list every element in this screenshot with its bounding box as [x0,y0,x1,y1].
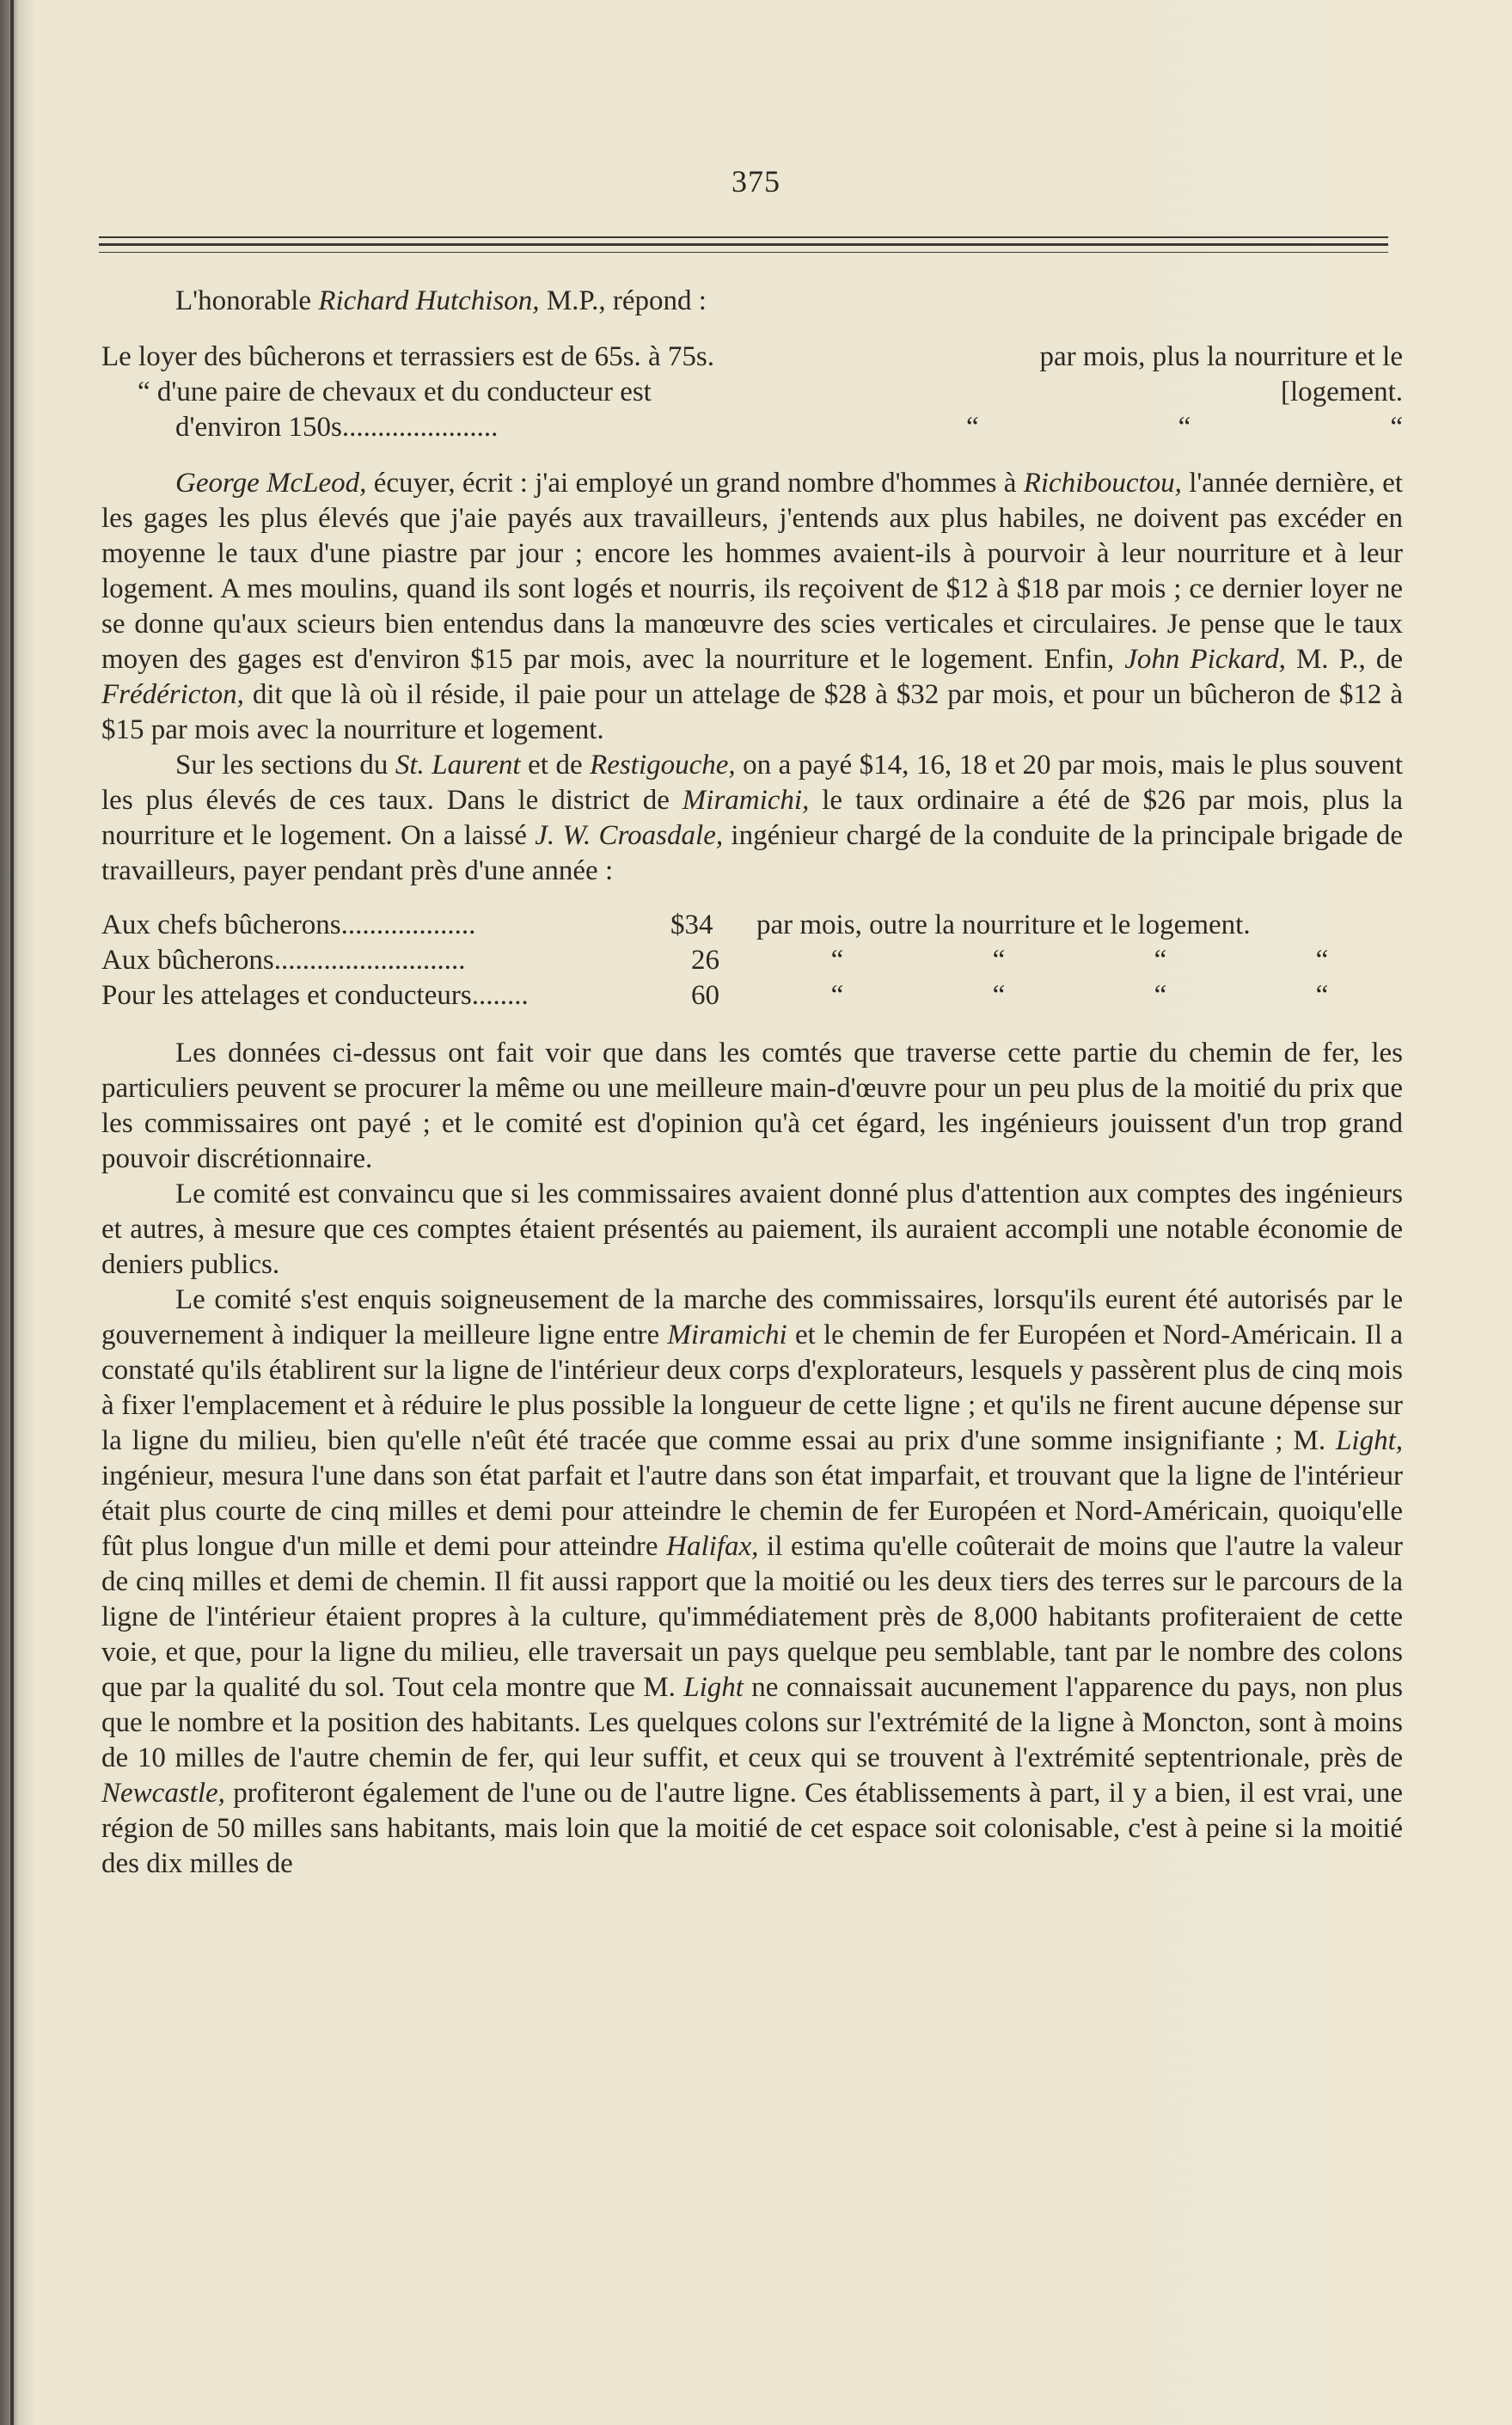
wage-label: Pour les attelages et conducteurs........ [101,980,529,1011]
text-run: ne connaissait aucunement l'apparence du pays, non plus que le nombre et la position des habitants. Les quelques colons sur l'extrémité de la ligne à Moncton, sont à moins de 10 milles de l'autre chemin de fer, qui leur suffit, et ceux qui se trouvent à l'extrémité septentrionale, près de [101,1672,1404,1773]
place-name: St. Laurent [395,750,521,781]
payment-line [101,410,1403,445]
payment-left: “ d'une paire de chevaux et du conducteur est [138,377,652,407]
ditto-mark: “ [1315,945,1329,976]
header-rule [99,236,1388,238]
paragraph-mcleod [101,466,1403,748]
text-run: dit que là où il réside, il paie pour un attelage de $28 à $32 par mois, et pour un bûcheron de $12 à $15 par mois avec la nourriture et logement. [101,679,1403,745]
text-run: et le chemin de fer Européen et Nord-Américain. Il a constaté qu'ils établirent sur la ligne de l'intérieur deux corps d'explorateurs, lesquels y passèrent plus de cinq mois à fixer l'emplacement et à réduire le plus possible la longueur de cette ligne ; et qu'ils ne firent aucune dépense sur la ligne du milieu, bien qu'elle n'eût été tracée que comme essai au prix d'une somme insignifiante ; M. [101,1320,1403,1456]
ditto-mark: “ [1154,980,1167,1011]
text-run: il estima qu'elle coûterait de moins que l'autre la valeur de cinq milles et demi de chemin. Il fit aussi rapport que la moitié ou les deux tiers des terres sur le parcours de la ligne de l'intérieur étaient propres à la culture, qu'immédiatement près de 8,000 habitants profiteraient de cette voie, et que, pour la ligne du milieu, elle traversait un pays quelque peu semblable, tant par le nombre des colons que par la qualité du sol. Tout cela montre que M. [101,1531,1403,1703]
text-run: l'année dernière, et les gages les plus élevés que j'aie payés aux travailleurs, j'entends aux plus habiles, ne doivent pas excéder en moyenne le taux d'une piastre par jour ; encore les hommes avaient-ils à pourvoir à leur nourriture et à leur logement. A mes moulins, quand ils sont logés et nourris, ils reçoivent de $12 à $18 par mois ; ce dernier loyer ne se donne qu'aux scieurs bien entendus dans la manœuvre des scies verticales et circulaires. Je pense que le taux moyen des gages est d'environ $15 par mois, avec la nourriture et le logement. Enfin, [101,468,1403,675]
wage-row [101,978,1403,1013]
place-name: Miramichi, [682,785,810,816]
text-run: profiteront également de l'une ou de l'autre ligne. Ces établissements à part, il y a bien, il est vrai, une région de 50 milles sans habitants, mais loin que la moitié de cet espace soit colonisable, c'est à peine si la moitié des dix milles de [101,1778,1403,1879]
wage-table [101,908,1403,1013]
text-run: et de [520,750,591,781]
wage-label: Aux bûcherons........................... [101,945,466,976]
place-name: Restigouche, [590,750,736,781]
place-name: Newcastle, [101,1778,225,1809]
header-rule [99,252,1388,253]
ditto-mark: “ [830,980,844,1011]
wage-amount: $34 [670,909,713,940]
payment-block [101,340,1403,445]
payment-line [101,340,1403,375]
place-name: Halifax, [666,1531,759,1562]
ditto-marks [756,943,1403,978]
text-run: écuyer, écrit : j'ai employé un grand nombre d'hommes à [366,468,1024,499]
payment-left: Le loyer des bûcherons et terrassiers est de 65s. à 75s. [101,341,714,372]
text-run: ingénieur chargé de la conduite de la principale brigade de travailleurs, payer pendant près d'une année : [101,820,1403,886]
text-run: Le comité s'est enquis soigneusement de la marche des commissaires, lorsqu'ils eurent été autorisés par le gouvernement à indiquer la meilleure ligne entre [101,1284,1403,1350]
ditto-mark: “ [992,980,1006,1011]
text-run: M. P., de [1285,644,1404,675]
place-name: Frédéricton, [101,679,244,710]
place-name: Richibouctou, [1023,468,1182,499]
paragraph-enquis [101,1283,1403,1882]
text-run: on a payé $14, 16, 18 et 20 par mois, mais le plus souvent les plus élevés de ces taux. Dans le district de [101,750,1403,816]
ditto-mark: “ [1178,412,1191,443]
ditto-marks [756,978,1403,1013]
speaker-line [101,284,1403,319]
ditto-mark: “ [1315,980,1329,1011]
payment-line [101,375,1403,410]
ditto-mark: “ [830,945,844,976]
person-name: Light, [1336,1425,1403,1456]
person-name: J. W. Croasdale, [535,820,724,851]
payment-right: par mois, plus la nourriture et le [1039,341,1403,372]
person-name: George McLeod, [175,468,367,499]
speaker-suffix: M.P., répond : [539,285,707,316]
speaker-name: Richard Hutchison, [318,285,540,316]
header-rule [99,243,1388,246]
text-run: Sur les sections du [175,750,395,781]
wage-label: Aux chefs bûcherons................... [101,909,476,940]
payment-continuation: [logement. [1280,377,1403,407]
place-name: Miramichi [667,1320,787,1350]
wage-amount: 26 [691,945,719,976]
document-body [101,284,1403,1882]
ditto-mark: “ [1390,412,1403,443]
text-run: le taux ordinaire a été de $26 par mois, plus la nourriture et le logement. On a laissé [101,785,1404,851]
paragraph-donnees: Les données ci-dessus ont fait voir que dans les comtés que traverse cette partie du chemin de fer, les particuliers peuvent se procurer la même ou une meilleure main-d'œuvre pour un peu plus de la moitié du prix que les commissaires ont payé ; et le comité est d'opinion qu'à cet égard, les ingénieurs jouissent d'un trop grand pouvoir discrétionnaire. [101,1038,1403,1174]
ditto-mark: “ [966,412,979,443]
binding-edge [10,0,14,2425]
person-name: Light [683,1672,744,1703]
text-run: ingénieur, mesura l'une dans son état parfait et l'autre dans son état imparfait, et trouvant que la ligne de l'intérieur était plus courte de cinq milles et demi pour atteindre le chemin de fer Européen et Nord-Américain, quoiqu'elle fût plus longue d'un mille et demi pour atteindre [101,1461,1403,1562]
person-name: John Pickard, [1124,644,1286,675]
ditto-mark: “ [992,945,1006,976]
wage-desc: par mois, outre la nourriture et le logement. [756,909,1251,940]
ditto-marks [966,410,1403,445]
wage-amount: 60 [691,980,719,1011]
speaker-prefix: L'honorable [175,285,319,316]
wage-row [101,943,1403,978]
payment-left: d'environ 150s...................... [175,412,499,443]
ditto-mark: “ [1154,945,1167,976]
paragraph-sections [101,748,1403,889]
paragraph-comite: Le comité est convaincu que si les commissaires avaient donné plus d'attention aux comptes des ingénieurs et autres, à mesure que ces comptes étaient présentés au paiement, ils auraient accompli une notable économie de deniers publics. [101,1179,1403,1280]
page-number: 375 [732,164,780,199]
wage-row [101,908,1403,943]
